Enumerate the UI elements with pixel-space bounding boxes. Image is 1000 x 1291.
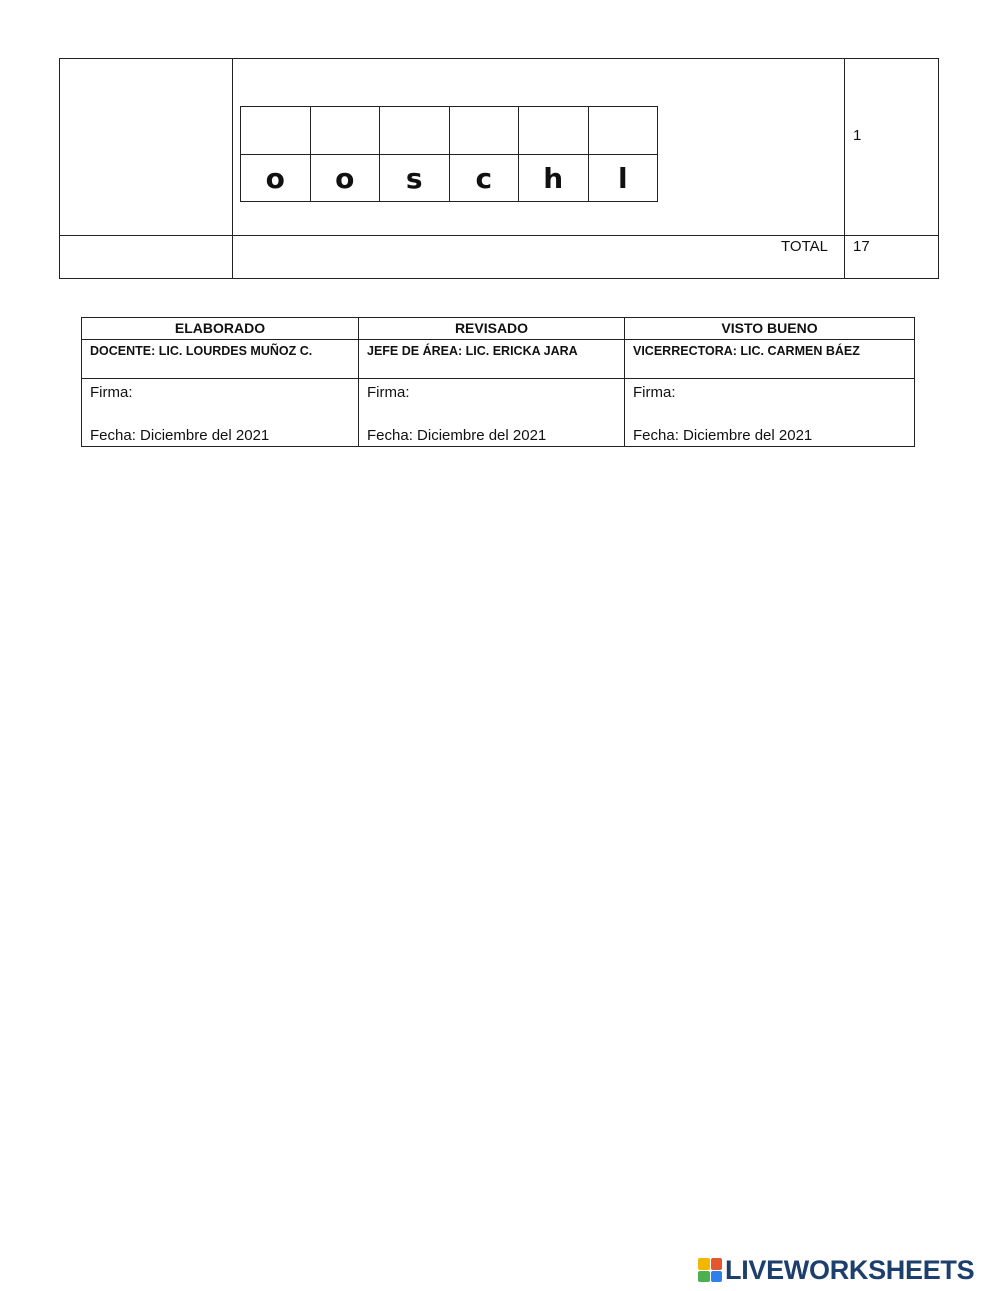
answer-box[interactable] (588, 106, 659, 155)
total-label: TOTAL (781, 238, 828, 255)
signature-table (81, 317, 915, 447)
score-table-left-cell (59, 58, 233, 236)
answer-box[interactable] (310, 106, 381, 155)
scrambled-letter[interactable]: c (449, 154, 520, 202)
sign-cell-elaborado (82, 379, 359, 447)
scrambled-letter[interactable]: l (588, 154, 659, 202)
scrambled-letter[interactable]: s (379, 154, 450, 202)
score-table-total-label-cell (232, 235, 845, 279)
header-visto-bueno: VISTO BUENO (625, 318, 915, 340)
date-label: Fecha: Diciembre del 2021 (633, 427, 813, 444)
answer-box[interactable] (240, 106, 311, 155)
header-revisado: REVISADO (359, 318, 625, 340)
name-vicerrectora: VICERRECTORA: LIC. CARMEN BÁEZ (625, 340, 915, 379)
signature-names-row (82, 340, 915, 379)
name-docente: DOCENTE: LIC. LOURDES MUÑOZ C. (82, 340, 359, 379)
scrambled-letter[interactable]: h (518, 154, 589, 202)
item-score: 1 (853, 127, 862, 144)
date-label: Fecha: Diciembre del 2021 (367, 427, 547, 444)
date-label: Fecha: Diciembre del 2021 (90, 427, 270, 444)
signature-sign-row (82, 379, 915, 447)
answer-box[interactable] (518, 106, 589, 155)
sign-label: Firma: (633, 384, 676, 401)
header-elaborado: ELABORADO (82, 318, 359, 340)
sign-cell-revisado (359, 379, 625, 447)
name-jefe-area: JEFE DE ÁREA: LIC. ERICKA JARA (359, 340, 625, 379)
total-value: 17 (853, 238, 870, 255)
score-table-left-bottom-cell (59, 235, 233, 279)
answer-box[interactable] (449, 106, 520, 155)
score-table-points-cell (844, 58, 939, 236)
scrambled-letter[interactable]: o (310, 154, 381, 202)
letter-grid (241, 107, 658, 202)
logo-text: LIVEWORKSHEETS (725, 1254, 975, 1285)
sign-cell-visto-bueno (625, 379, 915, 447)
sign-label: Firma: (367, 384, 410, 401)
score-table-total-value-cell (844, 235, 939, 279)
liveworksheets-logo (698, 1256, 974, 1284)
signature-header-row (82, 318, 915, 340)
scrambled-letter[interactable]: o (240, 154, 311, 202)
logo-badge-icon (698, 1258, 722, 1282)
answer-box[interactable] (379, 106, 450, 155)
sign-label: Firma: (90, 384, 133, 401)
